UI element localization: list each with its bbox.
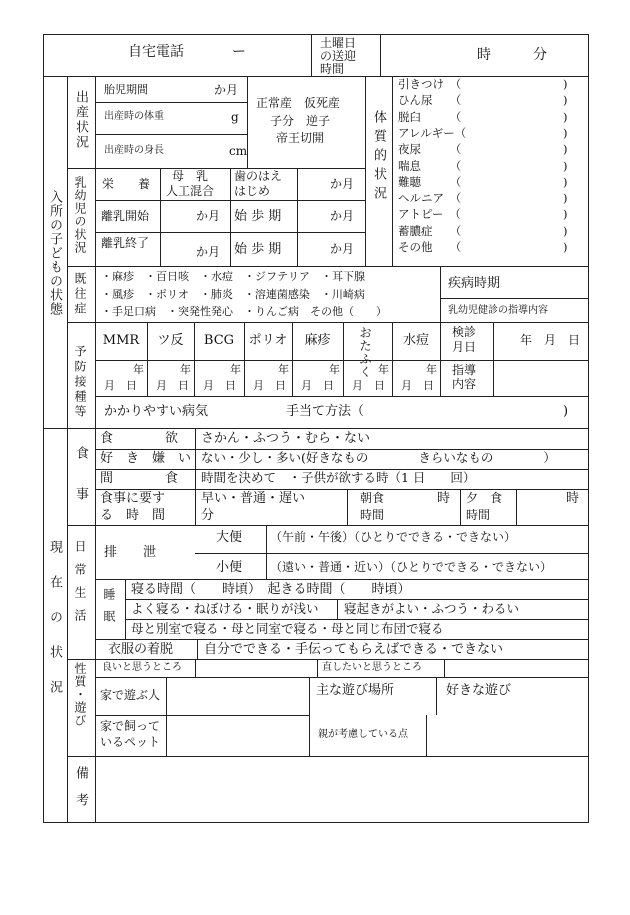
walk-label: 始 歩 期 <box>234 209 282 224</box>
rule <box>197 639 198 659</box>
rule <box>125 579 126 639</box>
constitution-close-paren: ) <box>563 109 568 124</box>
rule <box>247 76 248 168</box>
vaccine-name: おたふく <box>359 326 376 379</box>
vaccine-date-year: 年 <box>378 363 389 376</box>
walk-label-2: 始 歩 期 <box>234 242 282 257</box>
vaccine-date-month-day: 月 日 <box>401 379 434 392</box>
meal-duration-label-1: 食事に要す <box>100 491 166 506</box>
saturday-pickup-label-2: の送迎 <box>320 49 357 63</box>
rule <box>125 619 589 620</box>
rule <box>365 76 366 266</box>
rule <box>95 102 247 103</box>
rule <box>297 168 298 266</box>
breakfast-label-2: 時間 <box>360 508 385 522</box>
vaccine-date-year: 年 <box>133 363 144 376</box>
dinner-label-1: 夕 食 <box>466 491 503 505</box>
urine-options: （遠い・普通・近い）（ひとりでできる・できない） <box>270 560 553 574</box>
rule <box>440 322 441 396</box>
meal-label: 食事 <box>73 446 88 528</box>
rule <box>309 677 310 756</box>
dressing-options: 自分でできる・手伝ってもらえばできる・できない <box>204 642 504 657</box>
past-illness-label: 既往症 <box>73 272 87 317</box>
rule <box>95 579 589 580</box>
treatment-label: 手当て方法（ <box>286 404 365 419</box>
rule <box>440 266 441 322</box>
sleep-line-1: 寝る時間（ 時頃） 起きる時間（ 時頃） <box>131 582 411 597</box>
appetite-label: 食 欲 <box>100 431 179 446</box>
constitution-close-paren: ) <box>563 207 568 222</box>
weaning-start-unit: か月 <box>196 209 221 223</box>
rule <box>160 168 161 266</box>
weaning-start-label: 離乳開始 <box>101 209 150 223</box>
checkup-guidance-label: 乳幼児健診の指導内容 <box>448 305 548 316</box>
rule <box>266 525 267 579</box>
constitution-item: ひん尿 （ <box>398 93 462 108</box>
stool-label: 大便 <box>216 530 243 545</box>
rule <box>166 677 167 715</box>
nutrition-label: 栄 養 <box>102 177 151 191</box>
sleep-line-2a: よく寝る・ねぼける・眠りが浅い <box>131 601 319 616</box>
walk-unit-2: か月 <box>330 242 355 256</box>
vaccine-date-month-day: 月 日 <box>253 379 286 392</box>
likes-options: ない・少し・多い(好きなもの きらいなもの ） <box>201 450 556 465</box>
rule <box>460 489 461 525</box>
favorite-play-label: 好きな遊び <box>446 683 512 698</box>
vaccine-date-year: 年 <box>278 363 289 376</box>
vaccine-name: BCG <box>203 333 235 348</box>
rule <box>347 489 348 525</box>
teeth-label-1: 歯のはえ <box>234 169 283 183</box>
susceptible-illness-label: かかりやすい病気 <box>104 404 209 419</box>
constitution-close-paren: ) <box>563 158 568 173</box>
vaccine-date-year: 年 <box>426 363 437 376</box>
sleep-line-2b: 寝起きがよい・ふつう・わるい <box>344 601 520 616</box>
past-illness-line-1: ・麻疹 ・百日咳 ・水痘 ・ジフテリア ・耳下腺 <box>101 270 365 283</box>
section-current-title: 現在の状況 <box>47 540 62 715</box>
rule <box>67 76 68 823</box>
rule <box>195 553 589 554</box>
dinner-label-2: 時間 <box>466 508 491 522</box>
weaning-end-unit: か月 <box>196 245 221 259</box>
rule <box>380 34 381 76</box>
saturday-pickup-label-1: 土曜日 <box>320 36 357 50</box>
birth-height-unit: cm <box>229 144 248 158</box>
rule <box>440 360 589 361</box>
rule <box>95 134 247 135</box>
dressing-label: 衣服の着脱 <box>108 642 174 657</box>
vaccine-name: MMR <box>102 333 140 348</box>
birth-weight-label: 出産時の体重 <box>104 111 164 122</box>
rule <box>337 599 338 619</box>
vaccine-date-year: 年 <box>329 363 340 376</box>
walk-unit: か月 <box>330 209 355 223</box>
constitution-item: 喘息 （ <box>398 158 462 173</box>
rule-section-divider <box>43 428 589 429</box>
birth-status-label: 出産状況 <box>73 90 88 150</box>
constitution-close-paren: ) <box>563 240 568 254</box>
constitution-item: アレルギー（ <box>398 125 467 140</box>
daily-life-label: 日常生活 <box>73 540 87 632</box>
rule <box>230 168 231 266</box>
constitution-close-paren: ) <box>563 125 568 140</box>
breakfast-unit: 時 <box>437 491 451 506</box>
checkup-date-value: 年 月 日 <box>520 333 581 347</box>
vaccine-date-month-day: 月 日 <box>301 379 334 392</box>
rule <box>95 677 589 678</box>
rule <box>67 525 589 526</box>
guidance-label-2: 内容 <box>452 377 477 391</box>
constitution-item: 難聴 （ <box>398 174 462 189</box>
rule <box>444 659 445 677</box>
rule <box>195 428 196 525</box>
rule <box>166 715 167 756</box>
constitution-item: その他 （ <box>398 240 462 254</box>
rule-right <box>588 34 589 823</box>
personality-label: 性質・遊び <box>73 662 87 727</box>
rule <box>95 76 96 823</box>
vaccine-name: ツ反 <box>157 333 184 348</box>
rule <box>95 489 589 490</box>
sleep-label: 睡眠 <box>102 588 116 632</box>
fix-points-label: 直したいと思うところ <box>322 662 422 673</box>
good-points-label: 良いと思うところ <box>102 662 182 673</box>
meal-duration-label-2: る 時 間 <box>100 508 166 523</box>
vaccine-name: 麻疹 <box>304 333 331 348</box>
gestation-unit: か月 <box>214 83 239 97</box>
teeth-unit: か月 <box>330 177 355 191</box>
constitution-item: ヘルニア （ <box>398 191 462 206</box>
home-phone-dash: ー <box>232 44 246 60</box>
breakfast-label-1: 朝食 <box>360 491 385 505</box>
rule <box>436 677 437 715</box>
nutrition-option-mixed: 人工混合 <box>166 184 215 198</box>
nutrition-option-breast: 母 乳 <box>172 169 209 183</box>
birth-weight-unit: g <box>231 110 239 124</box>
constitution-close-paren: ) <box>563 174 568 189</box>
vaccine-name: 水痘 <box>402 333 429 348</box>
rule <box>67 756 589 757</box>
rule <box>392 76 393 266</box>
saturday-pickup-label-3: 時間 <box>320 62 345 76</box>
guidance-label-1: 指導 <box>452 363 477 377</box>
rule <box>67 322 589 323</box>
constitution-close-paren: ) <box>563 223 568 238</box>
constitution-item: 引きつけ （ <box>398 77 462 91</box>
rule-left <box>43 34 44 823</box>
rule <box>195 659 196 677</box>
vaccine-date-year: 年 <box>180 363 191 376</box>
dinner-unit: 時 <box>566 491 580 506</box>
rule <box>95 639 589 640</box>
delivery-type-1: 正常産 仮死産 <box>256 96 341 110</box>
constitution-close-paren: ) <box>563 191 568 206</box>
infant-status-label: 乳幼児の状況 <box>73 176 87 254</box>
delivery-type-3: 帝王切開 <box>276 131 325 145</box>
stool-options: （午前・午後）（ひとりでできる・できない） <box>270 530 517 544</box>
home-phone-label: 自宅電話 <box>128 44 184 60</box>
rule <box>67 168 365 169</box>
constitution-label: 体質的状況 <box>371 110 386 205</box>
vaccine-date-month-day: 月 日 <box>203 379 236 392</box>
remarks-label: 備考 <box>73 766 88 820</box>
rule <box>95 715 309 716</box>
pets-label-1: 家で飼って <box>100 719 161 733</box>
rule <box>317 659 318 677</box>
checkup-date-label-1: 検診 <box>452 325 477 339</box>
rule-bottom <box>43 822 589 823</box>
pets-label-2: いるペット <box>100 735 161 749</box>
meal-duration-options: 早い・普通・遅い <box>201 491 306 506</box>
rule-top <box>43 34 589 35</box>
rule <box>440 298 589 299</box>
birth-height-label: 出産時の身長 <box>104 145 164 156</box>
vaccine-date-month-day: 月 日 <box>104 379 137 392</box>
rule <box>125 599 589 600</box>
snack-options: 時間を決めて ・子供が欲する時（1 日 回） <box>201 470 476 485</box>
constitution-item: 蓄膿症 （ <box>398 223 462 238</box>
treatment-close: ) <box>563 404 569 419</box>
past-illness-line-2: ・風疹 ・ポリオ ・肺炎 ・溶連菌感染 ・川崎病 <box>101 288 365 301</box>
rule <box>516 489 517 525</box>
past-illness-line-3: ・手足口病 ・突発性発心 ・りんご病 その他（ ） <box>101 305 387 318</box>
delivery-type-2: 子分 逆子 <box>270 114 331 128</box>
constitution-item: 夜尿 （ <box>398 142 462 157</box>
time-label: 時 分 <box>477 47 547 63</box>
likes-label: 好 き 嫌 い <box>100 451 192 466</box>
constitution-close-paren: ) <box>563 142 568 157</box>
gestation-label: 胎児期間 <box>104 83 148 96</box>
excretion-label: 排 泄 <box>104 545 157 560</box>
play-place-label: 主な遊び場所 <box>316 683 395 698</box>
constitution-item: 脱臼 （ <box>398 109 462 124</box>
vaccination-label: 予防接種等 <box>73 345 87 420</box>
vaccine-date-month-day: 月 日 <box>156 379 189 392</box>
rule <box>493 322 494 396</box>
meal-duration-unit: 分 <box>201 508 215 523</box>
urine-label: 小便 <box>216 560 243 575</box>
appetite-options: さかん・ふつう・むら・ない <box>201 431 371 446</box>
teeth-label-2: はじめ <box>234 184 271 198</box>
constitution-item: アトピー （ <box>398 207 461 222</box>
parent-concern-label: 親が考慮している点 <box>318 729 408 740</box>
sleep-line-3: 母と別室で寝る・母と同室で寝る・母と同じ布団で寝る <box>131 621 444 636</box>
weaning-end-label: 離乳終了 <box>101 236 150 250</box>
rule <box>67 266 589 267</box>
disease-period-label: 疾病時期 <box>448 276 501 291</box>
vaccine-name: ポリオ <box>248 333 288 348</box>
rule <box>426 715 427 756</box>
rule-header-bottom <box>43 76 589 77</box>
snack-label: 間 食 <box>100 471 179 486</box>
rule <box>311 34 312 76</box>
rule <box>67 659 589 660</box>
constitution-close-paren: ) <box>563 77 568 91</box>
constitution-close-paren: ) <box>563 93 568 108</box>
vaccine-date-year: 年 <box>230 363 241 376</box>
rule <box>95 396 589 397</box>
checkup-date-label-2: 月日 <box>452 340 477 354</box>
vaccine-date-month-day: 月 日 <box>352 379 385 392</box>
play-with-label: 家で遊ぶ人 <box>100 688 161 702</box>
section-admission-title: 入所の子どもの状態 <box>47 190 62 316</box>
